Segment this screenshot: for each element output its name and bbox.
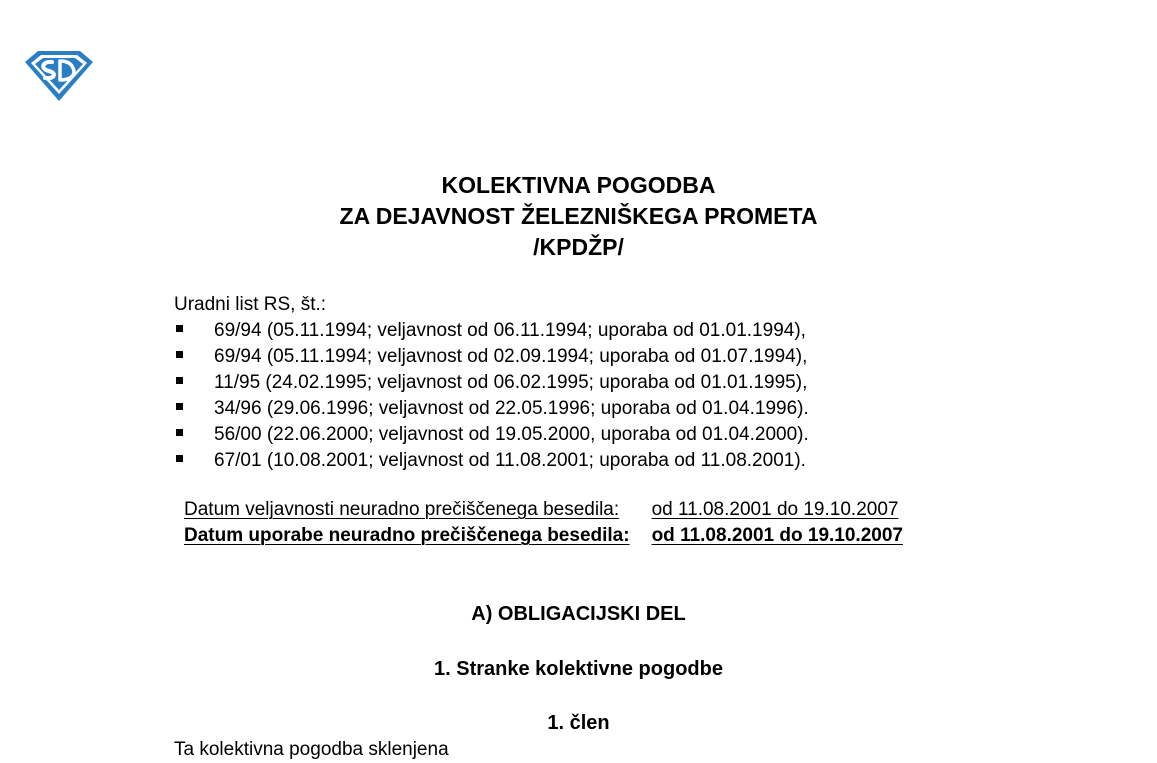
- bullet-icon: [176, 377, 183, 384]
- gazette-item-text: 56/00 (22.06.2000; veljavnost od 19.05.2000, uporaba od 01.04.2000).: [214, 424, 809, 445]
- official-gazette-references: [174, 292, 809, 474]
- title-line-1: KOLEKTIVNA POGODBA: [441, 172, 716, 198]
- validity-value: od 11.08.2001 do 19.10.2007: [651, 499, 899, 520]
- use-value: od 11.08.2001 do 19.10.2007: [651, 525, 903, 546]
- document-title: [0, 170, 1157, 263]
- sd-shield-logo-icon: [22, 48, 96, 104]
- use-label: Datum uporabe neuradno prečiščenega besedila:: [184, 525, 630, 546]
- list-item: [174, 448, 809, 474]
- list-item: [174, 318, 809, 344]
- gazette-item-text: 69/94 (05.11.1994; veljavnost od 06.11.1994; uporaba od 01.01.1994),: [214, 320, 806, 341]
- gazette-item-text: 34/96 (29.06.1996; veljavnost od 22.05.1996; uporaba od 01.04.1996).: [214, 398, 809, 419]
- validity-row: [184, 497, 903, 523]
- validity-table: [184, 497, 903, 549]
- bullet-icon: [176, 403, 183, 410]
- list-item: [174, 370, 809, 396]
- bullet-icon: [176, 351, 183, 358]
- title-line-2: ZA DEJAVNOST ŽELEZNIŠKEGA PROMETA: [339, 203, 818, 229]
- part-heading: A) OBLIGACIJSKI DEL: [471, 603, 686, 625]
- gazette-heading: Uradni list RS, št.:: [174, 294, 327, 315]
- article-heading: 1. člen: [547, 712, 610, 734]
- list-item: [174, 422, 809, 448]
- gazette-item-text: 69/94 (05.11.1994; veljavnost od 02.09.1994; uporaba od 01.07.1994),: [214, 346, 808, 367]
- title-line-3: /KPDŽP/: [533, 234, 624, 260]
- list-item: [174, 396, 809, 422]
- validity-label: Datum veljavnosti neuradno prečiščenega besedila:: [184, 499, 620, 520]
- list-item: [174, 344, 809, 370]
- bullet-icon: [176, 455, 183, 462]
- article-body-text: Ta kolektivna pogodba sklenjena: [174, 739, 449, 760]
- chapter-heading: 1. Stranke kolektivne pogodbe: [434, 658, 723, 680]
- gazette-item-text: 67/01 (10.08.2001; veljavnost od 11.08.2001; uporaba od 11.08.2001).: [214, 450, 806, 471]
- gazette-item-text: 11/95 (24.02.1995; veljavnost od 06.02.1995; uporaba od 01.01.1995),: [214, 372, 808, 393]
- gazette-list: [174, 318, 809, 474]
- use-row: [184, 523, 903, 549]
- bullet-icon: [176, 429, 183, 436]
- bullet-icon: [176, 325, 183, 332]
